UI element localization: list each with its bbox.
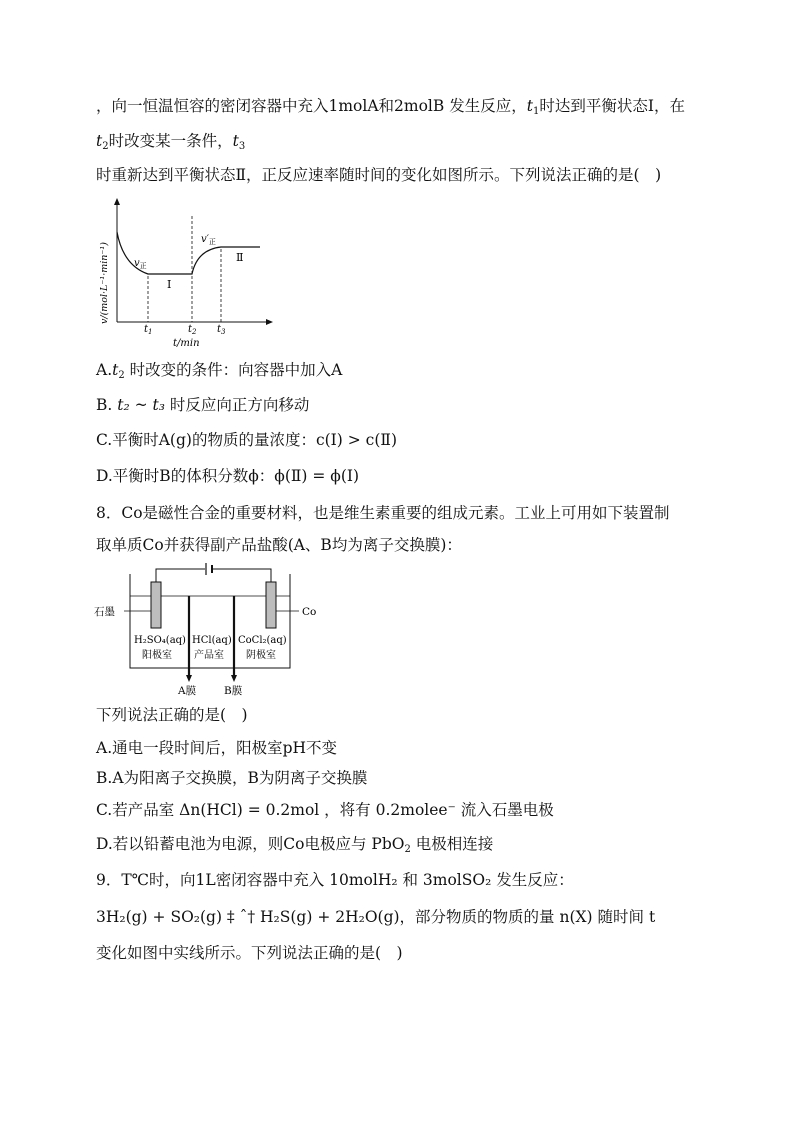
rate-time-graph [95,196,285,348]
region-label-2: Ⅱ [236,251,244,264]
q8-option-d-a: D.若以铅蓄电池为电源，则Co电极应与 PbO [96,835,405,853]
q7-line1 [96,96,685,122]
q8-option-a: A.通电一段时间后，阳极室pH不变 [96,739,338,757]
q8-option-c: C.若产品室 Δn(HCl) = 0.2mol ，将有 0.2molee⁻ 流入石墨电极 [96,801,554,819]
q7-option-a-prefix: A. [96,361,113,379]
x-axis-arrow [266,319,273,325]
tick-t1: $t_1$ [144,324,153,336]
q7-option-a-t: t [112,361,119,379]
q7-option-a-sub: 2 [118,370,125,381]
q8-stem-line2: 取单质Co并获得副产品盐酸(A、B均为离子交换膜)： [96,536,462,554]
electrolysis-diagram [94,560,334,700]
q7-line2-a: 时改变某一条件， [108,132,233,150]
q8-option-d-b: 电极相连接 [410,835,494,853]
graphite-label: 石墨 [94,606,115,618]
region-label-1: Ⅰ [167,278,172,291]
product-solution: HCl(aq) [192,635,232,646]
q7-option-c: C.平衡时A(g)的物质的量浓度：c(Ⅰ) > c(Ⅱ) [96,431,397,449]
y-axis-label: v/(mol·L⁻¹·min⁻¹) [99,242,110,324]
q7-option-b-range: t₂ ~ t₃ [117,396,165,414]
co-label: Co [302,606,317,618]
q7-t1: t [526,97,533,115]
q7-line3: 时重新达到平衡状态Ⅱ，正反应速率随时间的变化如图所示。下列说法正确的是( ) [96,166,662,184]
y-axis-arrow [114,198,120,205]
q7-t3-sub: 3 [238,141,246,152]
q7-option-d: D.平衡时B的体积分数ϕ：ϕ(Ⅱ) = ϕ(Ⅰ) [96,467,360,485]
anode-solution: H₂SO₄(aq) [134,635,186,646]
q7-option-b-prefix: B. [96,396,118,414]
membrane-b-label: B膜 [224,685,243,697]
q7-t2: t [96,132,103,150]
cathode-solution: CoCl₂(aq) [238,635,287,646]
q7-option-b-text: 时反应向正方向移动 [164,396,310,414]
cathode-room-label: 阴极室 [246,650,276,661]
q8-option-d-sub: 2 [404,844,411,855]
tick-t3: $t_3$ [217,324,226,336]
q9-stem-line3: 变化如图中实线所示。下列说法正确的是( ) [96,944,403,962]
graphite-electrode [151,582,161,628]
curve-label-v-prime: $v'_正$ [201,234,216,246]
q7-line1-b: 时达到平衡状态Ⅰ，在 [539,97,685,115]
q7-option-a [96,360,342,386]
membrane-b-arrow [231,675,237,682]
q9-stem-line1: 9．T℃时，向1L密闭容器中充入 10molH₂ 和 3molSO₂ 发生反应： [96,871,574,889]
q7-option-a-text: 时改变的条件：向容器中加入A [124,361,343,379]
membrane-a-label: A膜 [178,685,197,697]
q8-option-d [96,834,493,860]
q7-t2-sub: 2 [102,141,109,152]
q7-t3: t [232,132,239,150]
q8-stem-line1: 8．Co是磁性合金的重要材料，也是维生素重要的组成元素。工业上可用如下装置制 [96,504,670,522]
q8-question: 下列说法正确的是( ) [96,706,248,724]
circuit-wire [156,569,271,582]
x-axis-label: t/min [173,338,200,348]
curve-label-v: $v_正$ [134,258,147,270]
q7-option-b [96,395,309,415]
product-room-label: 产品室 [194,650,224,661]
q7-t1-sub: 1 [532,106,540,117]
q8-option-b: B.A为阳离子交换膜，B为阴离子交换膜 [96,769,368,787]
membrane-a-arrow [186,675,192,682]
q7-line1-a: ，向一恒温恒容的密闭容器中充入1molA和2molB 发生反应， [96,97,527,115]
q9-equation-line: 3H₂(g) + SO₂(g) ‡ ˆ† H₂S(g) + 2H₂O(g)，部分物质的物质的量 n(X) 随时间 t [96,908,656,926]
co-electrode [266,582,276,628]
tick-t2: $t_2$ [188,324,197,336]
anode-room-label: 阳极室 [142,650,172,661]
q7-line2 [96,131,245,157]
